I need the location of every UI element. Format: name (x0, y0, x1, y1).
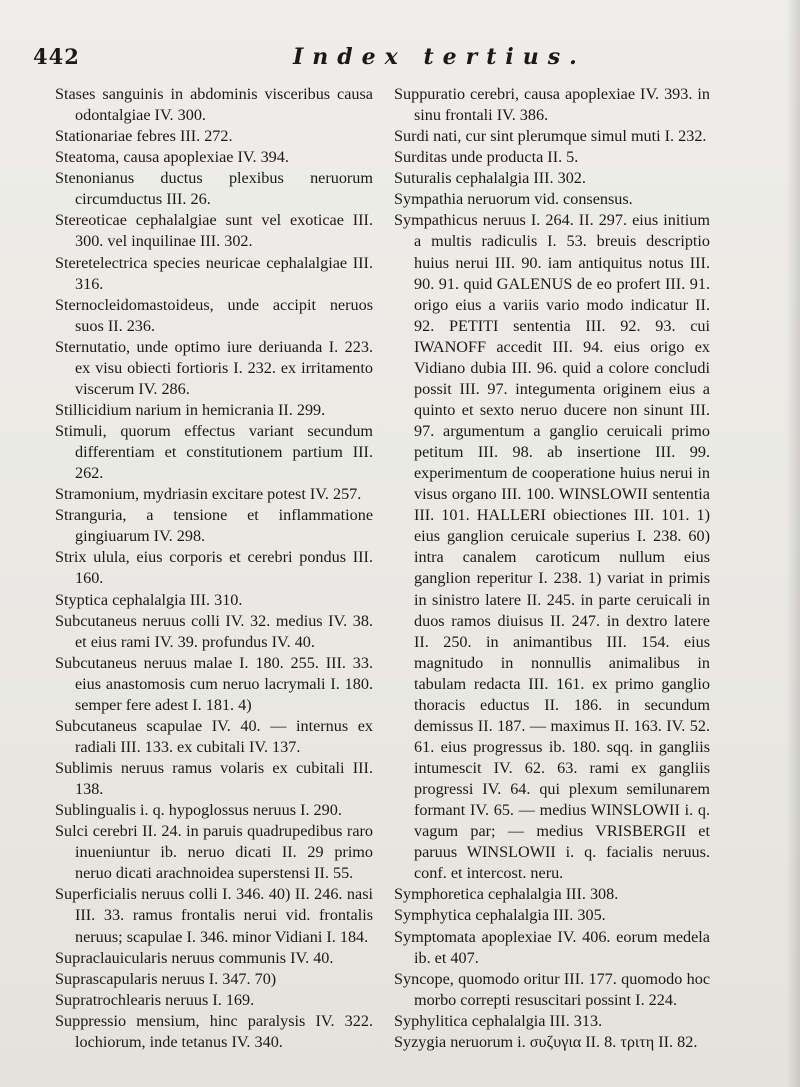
index-entry: Sublimis neruus ramus volaris ex cubitali III. 138. (55, 759, 373, 799)
index-entry: Sympathicus neruus I. 264. II. 297. eius initium a multis radiculis I. 53. breuis descriptio huius nerui III. 90. iam antiquitus notus III. 90. 91. quid GALENUS de eo profert III. 91. origo eius a variis vario modo indicatur II. 92. PETITI sententia III. 92. 93. cui IWANOFF accedit III. 94. eius origo ex Vidiano dubia III. 96. quid a colore concludi possit III. 97. integumenta originem eius a quinto et sexto neruo ducere non sinunt III. 97. argumentum a ganglio ceruicali primo petitum III. 98. ab insertione III. 99. experimentum de cooperatione huius nerui in visus organo III. 100. WINSLOWII sententia III. 101. HALLERI obiectiones III. 101. 1) eius ganglion ceruicale superius I. 238. 60) intra canalem caroticum nullum eius ganglion reperitur I. 238. 1) variat in primis in sinistro latere II. 245. in parte ceruicali in duos ramos diuisus II. 247. in dextro latere II. 250. in animantibus III. 154. eius magnitudo in nonnullis animalibus in tabulam redacta III. 161. ex primo ganglio thoracis eductus II. 186. in secundum demissus II. 187. — maximus II. 163. IV. 52. 61. eius progressus ib. 180. sqq. in gangliis intumescit IV. 62. 63. rami ex gangliis progressi IV. 64. qui plexum semilunarem formant IV. 65. — medius WINSLOWII i. q. vagum par; — medius VRISBERGII et paruus WINSLOWII i. q. facialis neruus. conf. et intercost. neru. (394, 211, 710, 883)
index-entry: Surdi nati, cur sint plerumque simul muti I. 232. (394, 127, 707, 146)
index-entry: Stereoticae cephalalgiae sunt vel exoticae III. 300. vel inquilinae III. 302. (55, 211, 373, 251)
page-edge-shadow (786, 0, 800, 1087)
index-entry: Styptica cephalalgia III. 310. (55, 590, 243, 609)
index-entry: Stillicidium narium in hemicrania II. 299. (55, 400, 326, 419)
index-entry: Suppuratio cerebri, causa apoplexiae IV. 393. in sinu frontali IV. 386. (394, 85, 710, 125)
index-entry: Symptomata apoplexiae IV. 406. eorum medela ib. et 407. (394, 927, 710, 967)
index-entry: Suppressio mensium, hinc paralysis IV. 322. lochiorum, inde tetanus IV. 340. (55, 1011, 373, 1051)
index-entry: Sympathia neruorum vid. consensus. (394, 190, 633, 209)
index-entry: Stereteleсtrica species neuricae cephalalgiae III. 316. (55, 253, 373, 293)
index-entry: Subcutaneus neruus colli IV. 32. medius IV. 38. et eius rami IV. 39. profundus IV. 40. (55, 611, 373, 651)
running-title: Index tertius. (293, 44, 586, 70)
index-entry: Suturalis cephalalgia III. 302. (394, 169, 586, 188)
index-entry: Subcutaneus scapulae IV. 40. — internus ex radiali III. 133. ex cubitali IV. 137. (55, 716, 373, 756)
index-entry: Stimuli, quorum effectus variant secundum differentiam et constitutionem partium III. 262. (55, 422, 373, 483)
index-entry: Syncope, quomodo oritur III. 177. quomodo hoc morbo correpti resuscitari possint I. 224. (394, 969, 710, 1009)
index-entry: Suprascapularis neruus I. 347. 70) (55, 969, 277, 988)
index-entry: Symphytica cephalalgia III. 305. (394, 906, 606, 925)
index-entry: Stenonianus ductus plexibus neruorum circumductus III. 26. (55, 169, 373, 209)
index-entry: Supraclauicularis neruus communis IV. 40. (55, 948, 334, 967)
index-entry: Steatoma, causa apoplexiae IV. 394. (55, 148, 289, 167)
index-entry: Strix ulula, eius corporis et cerebri pondus III. 160. (55, 548, 373, 588)
index-entry: Sternutatio, unde optimo iure deriuanda I. 223. ex visu obiecti fortioris I. 232. ex irritamento viscerum IV. 286. (55, 337, 373, 398)
index-entry: Syphylitica cephalalgia III. 313. (394, 1011, 603, 1030)
index-entry: Stranguria, a tensione et inflammatione gingiuarum IV. 298. (55, 506, 373, 546)
page-header (0, 44, 800, 74)
index-entry: Sublingualis i. q. hypoglossus neruus I. 290. (55, 801, 342, 820)
index-entry: Supratrochlearis neruus I. 169. (55, 990, 255, 1009)
index-entry: Symphoretica cephalalgia III. 308. (394, 885, 619, 904)
index-entry: Stationariae febres III. 272. (55, 127, 233, 146)
index-entry: Subcutaneus neruus malae I. 180. 255. III. 33. eius anastomosis cum neruo lacrymali I. 180. semper fere adest I. 181. 4) (55, 653, 373, 714)
index-entry: Sulci cerebri II. 24. in paruis quadrupedibus raro inueniuntur ib. neruo dicati II. 29 primo neruo dicati arachnoidea superstensi II. 55. (55, 822, 373, 883)
index-entry: Stases sanguinis in abdominis visceribus causa odontalgiae IV. 300. (55, 85, 373, 125)
page-number: 442 (33, 44, 80, 69)
index-entry: Syzygia neruorum i. συζυγια II. 8. τριτη II. 82. (394, 1032, 698, 1051)
index-entry: Superficialis neruus colli I. 346. 40) II. 246. nasi III. 33. ramus frontalis nerui vid. frontalis neruus; scapulae I. 346. minor Vidiani I. 184. (55, 885, 373, 946)
index-entry: Sternocleidomastoideus, unde accipit neruos suos II. 236. (55, 295, 373, 335)
right-column (394, 84, 710, 1053)
index-entry: Stramonium, mydriasin excitare potest IV. 257. (55, 485, 362, 504)
left-column (55, 84, 373, 1053)
index-entry: Surditas unde producta II. 5. (394, 148, 579, 167)
